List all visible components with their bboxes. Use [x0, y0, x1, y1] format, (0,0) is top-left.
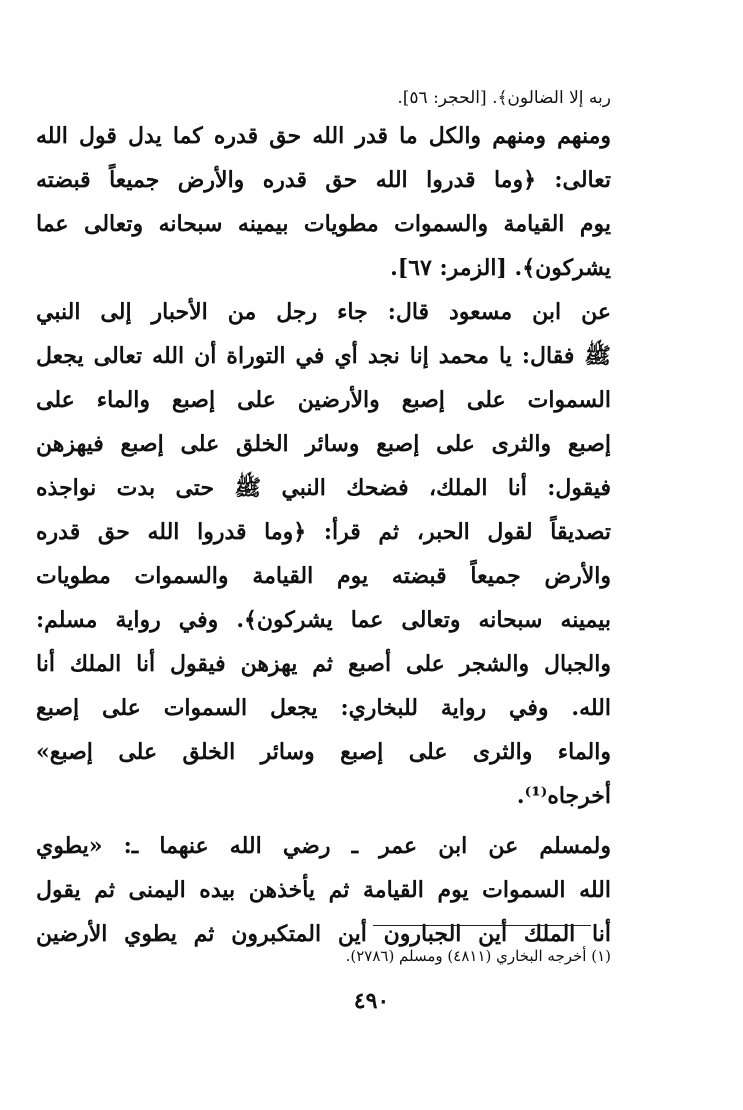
text-line: عن ابن مسعود قال: جاء رجل من الأحبار إلى النبي [36, 299, 611, 325]
text-line: يشركون﴾. [الزمر: ٦٧]. [390, 255, 611, 281]
text-line: ولمسلم عن ابن عمر ـ رضي الله عنهما ـ: «يطوي [36, 833, 611, 859]
text-line: أخرجاه⁽¹⁾. [516, 783, 611, 809]
page-number: ٤٩٠ [353, 988, 390, 1014]
text-line: فيقول: أنا الملك، فضحك النبي ﷺ حتى بدت نواجذه [36, 475, 611, 501]
text-line: والجبال والشجر على أصبع ثم يهزهن فيقول أنا الملك أنا [36, 651, 611, 677]
text-line: ﷺ فقال: يا محمد إنا نجد أي في التوراة أن الله تعالى يجعل [36, 343, 611, 369]
text-line: السموات على إصبع والأرضين على إصبع والماء على [36, 387, 611, 413]
footnote: (١) أخرجه البخاري (٤٨١١) ومسلم (٢٧٨٦). [345, 947, 611, 965]
text-line: تصديقاً لقول الحبر، ثم قرأ: ﴿وما قدروا الله حق قدره [36, 519, 611, 545]
footnote-divider [373, 925, 591, 926]
text-line: والأرض جميعاً قبضته يوم القيامة والسموات مطويات [36, 563, 611, 589]
text-line: تعالى: ﴿وما قدروا الله حق قدره والأرض جميعاً قبضته [36, 167, 611, 193]
text-line: بيمينه سبحانه وتعالى عما يشركون﴾. وفي رواية مسلم: [36, 607, 611, 633]
text-line: الله السموات يوم القيامة ثم يأخذهن بيده اليمنى ثم يقول [36, 877, 611, 903]
text-line: إصبع والثرى على إصبع وسائر الخلق على إصبع فيهزهن [36, 431, 611, 457]
text-line: ربه إلا الضالون﴾. [الحجر: ٥٦]. [397, 88, 611, 108]
text-line: الله. وفي رواية للبخاري: يجعل السموات على إصبع [36, 695, 611, 721]
text-line: والماء والثرى على إصبع وسائر الخلق على إصبع» [36, 739, 611, 765]
text-line: أنا الملك أين الجبارون أين المتكبرون ثم يطوي الأرضين [36, 921, 611, 947]
text-line: يوم القيامة والسموات مطويات بيمينه سبحانه وتعالى عما [36, 211, 611, 237]
text-line: ومنهم ومنهم والكل ما قدر الله حق قدره كما يدل قول الله [36, 123, 611, 149]
